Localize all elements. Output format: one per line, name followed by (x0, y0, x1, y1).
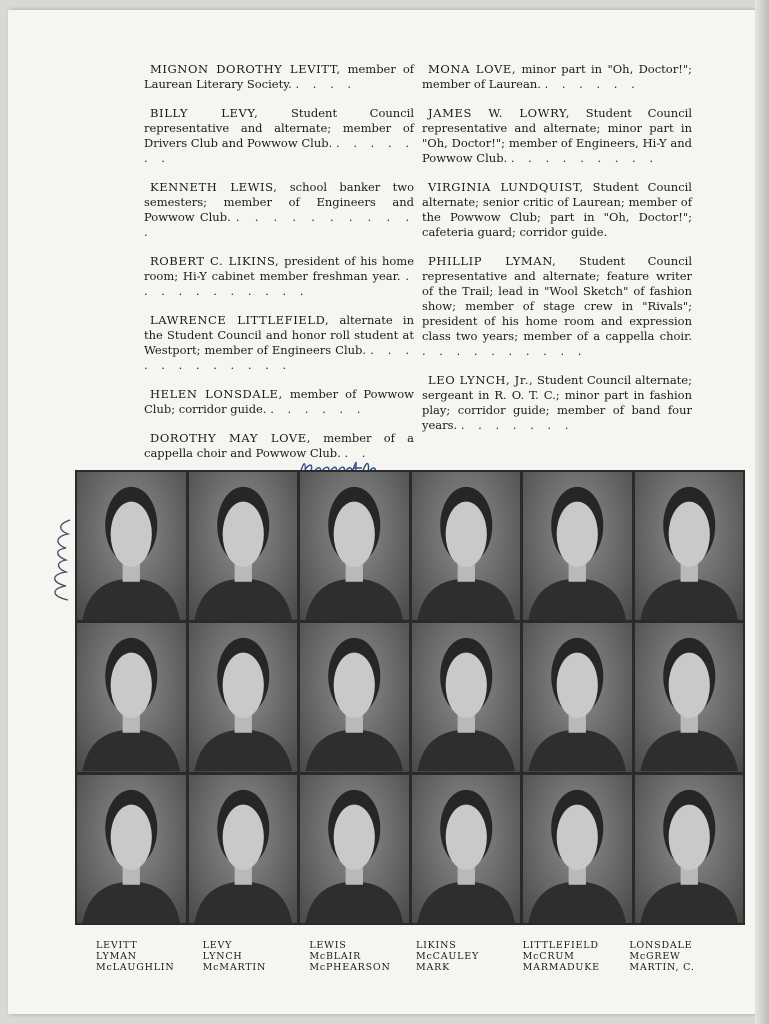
left-text-column (144, 62, 414, 475)
bio-name: ROBERT C. LIKINS, (150, 254, 280, 268)
portrait-photo (523, 472, 632, 620)
bio-text: Student Council representative and alternate; minor part in "Oh, Doctor!"; member of Engineers, Hi-Y and Powwow Club. (422, 106, 692, 165)
caption-column (309, 940, 416, 973)
portrait-photo (412, 775, 521, 923)
bio-entry-m-love: MONA LOVE, minor part in "Oh, Doctor!"; member of Laurean. . . . . . . (422, 62, 692, 91)
bio-entry-lewis: KENNETH LEWIS, school banker two semesters; member of Engineers and Powwow Club. . . . . . . . . . . . (144, 180, 414, 239)
portrait-photo (189, 472, 298, 620)
bio-name: HELEN LONSDALE, (150, 387, 283, 401)
bio-name: BILLY LEVY, (150, 106, 259, 120)
bio-entry-likins: ROBERT C. LIKINS, president of his home room; Hi-Y cabinet member freshman year. . . . . . . . . . . . (144, 254, 415, 298)
bio-name: VIRGINIA LUNDQUIST, (428, 180, 584, 194)
caption-name: McCRUM (522, 951, 575, 962)
caption-name: LEVY (202, 940, 233, 951)
portrait-photo (412, 472, 521, 620)
portrait-photo (635, 472, 744, 620)
caption-name: LEWIS (309, 940, 347, 951)
portrait-grid (75, 470, 745, 925)
bio-name: MONA LOVE, (428, 62, 517, 76)
bio-text: Student Council representative and alternate; member of Drivers Club and Powwow Club. (144, 106, 414, 150)
caption-name: McMARTIN (202, 962, 267, 973)
bio-entry-littlefield: LAWRENCE LITTLEFIELD, alternate in the Student Council and honor roll student at Westport; member of Engineers Club. . . . . . . . . . . . . (144, 313, 415, 372)
bio-name: LAWRENCE LITTLEFIELD, (150, 313, 330, 327)
caption-name: LONSDALE (629, 940, 693, 951)
caption-name: LITTLEFIELD (522, 940, 599, 951)
caption-column (523, 940, 630, 973)
caption-column (96, 940, 203, 973)
portrait-photo (635, 623, 744, 771)
portrait-photo (300, 472, 409, 620)
caption-name: McCAULEY (415, 951, 480, 962)
bio-name: KENNETH LEWIS, (150, 180, 278, 194)
bio-entry-lowry: JAMES W. LOWRY, Student Council representative and alternate; minor part in "Oh, Doctor!"; member of Engineers, Hi-Y and Powwow Club. . . . . . . . . . (422, 106, 692, 165)
portrait-photo (300, 775, 409, 923)
portrait-photo (189, 623, 298, 771)
caption-column (203, 940, 310, 973)
portrait-photo (77, 775, 186, 923)
bio-entry-levitt: MIGNON DOROTHY LEVITT, member of Laurean Literary Society. . . . . (144, 62, 414, 91)
caption-name: McBLAIR (309, 951, 362, 962)
bio-text: Student Council alternate; sergeant in R. O. T. C.; minor part in fashion play; corridor guide; member of band four years. (422, 373, 692, 432)
portrait-captions (96, 940, 736, 973)
caption-column (416, 940, 523, 973)
bio-entry-d-love: DOROTHY MAY LOVE, member of a cappella choir and Powwow Club. . . (144, 431, 414, 460)
portrait-photo (300, 623, 409, 771)
portrait-photo (523, 775, 632, 923)
bio-text: member of Laurean Literary Society. (144, 62, 414, 91)
caption-name: MARK (415, 962, 451, 973)
bio-entry-lynch: LEO LYNCH, Jr., Student Council alternate; sergeant in R. O. T. C.; minor part in fashion play; corridor guide; member of band four years. . . . . . . . (422, 373, 692, 432)
bio-entry-lundquist (422, 180, 692, 240)
bio-text: Student Council alternate; senior critic of Laurean; member of the Powwow Club; part in "Oh, Doctor!"; cafeteria guard; corridor guide. (422, 180, 692, 239)
caption-name: LYMAN (96, 951, 137, 962)
bio-name: JAMES W. LOWRY, (428, 106, 570, 120)
bio-name: PHILLIP LYMAN, (428, 254, 557, 268)
portrait-photo (635, 775, 744, 923)
bio-name: LEO LYNCH, Jr., (428, 373, 534, 387)
portrait-photo (77, 472, 186, 620)
caption-name: LEVITT (96, 940, 138, 951)
bio-name: DOROTHY MAY LOVE, (150, 431, 312, 445)
bio-text: minor part in "Oh, Doctor!"; member of Laurean. (422, 62, 692, 91)
bio-text: school banker two semesters; member of Engineers and Powwow Club. (144, 180, 414, 224)
portrait-photo (77, 623, 186, 771)
caption-name: McLAUGHLIN (96, 962, 175, 973)
caption-name: MARMADUKE (522, 962, 600, 973)
caption-column (629, 940, 736, 973)
right-text-column (422, 62, 692, 447)
bio-text: alternate in the Student Council and honor roll student at Westport; member of Engineers Club. (144, 313, 415, 357)
portrait-photo (189, 775, 298, 923)
bio-entry-levy: BILLY LEVY, Student Council representative and alternate; member of Drivers Club and Powwow Club. . . . . . . . (144, 106, 415, 165)
book-edge (755, 0, 769, 1024)
bio-text: member of a cappella choir and Powwow Club. (144, 431, 414, 460)
bio-text: member of Powwow Club; corridor guide. (144, 387, 415, 416)
caption-name: McPHEARSON (309, 962, 391, 973)
caption-name: LYNCH (202, 951, 243, 962)
portrait-photo (412, 623, 521, 771)
bio-text: Student Council representative and alternate; feature writer of the Trail; lead in "Wool Sketch" of fashion show; member of stage crew in "Rivals"; president of his home room and expression class two years; member of a cappella choir. (422, 254, 692, 343)
caption-name: McGREW (629, 951, 681, 962)
caption-name: LIKINS (415, 940, 457, 951)
bio-entry-lonsdale: HELEN LONSDALE, member of Powwow Club; corridor guide. . . . . . . (144, 387, 415, 416)
portrait-photo (523, 623, 632, 771)
handwritten-signature-mignon (40, 500, 80, 610)
bio-name: MIGNON DOROTHY LEVITT, (150, 62, 341, 76)
bio-entry-lyman: PHILLIP LYMAN, Student Council representative and alternate; feature writer of the Trail; lead in "Wool Sketch" of fashion show; member of stage crew in "Rivals"; president of his home room and expression class two years; member of a cappella choir. . . . . . . . . . . (422, 254, 692, 358)
caption-name: MARTIN, C. (629, 962, 695, 973)
bio-text: president of his home room; Hi-Y cabinet member freshman year. (144, 254, 415, 283)
